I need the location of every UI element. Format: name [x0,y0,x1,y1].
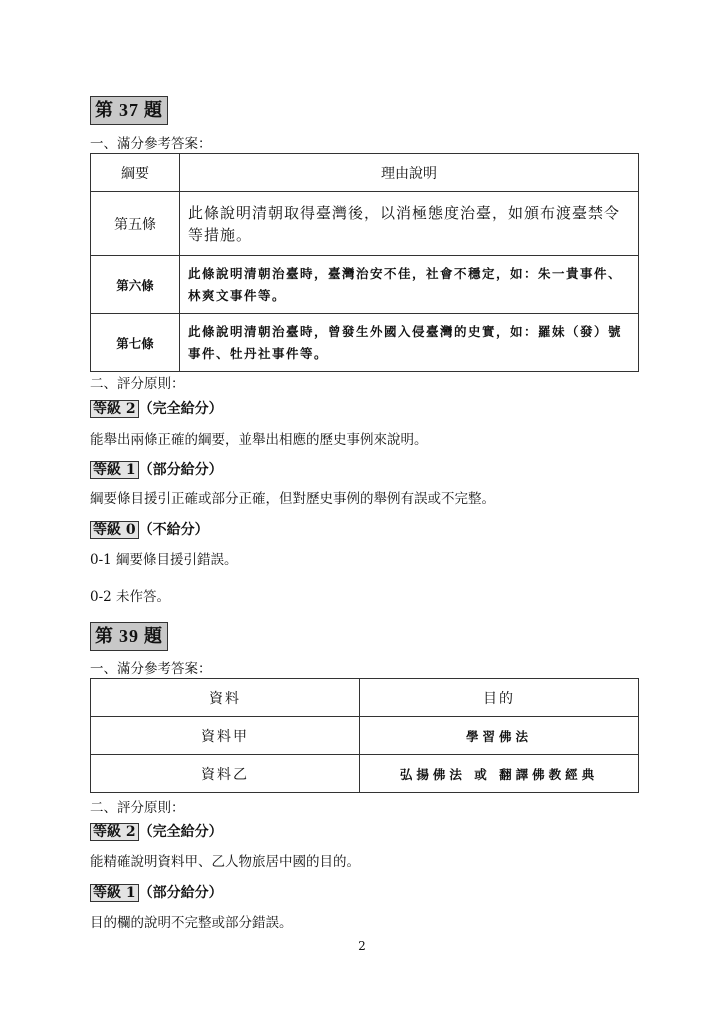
level-tag: 等級 0 [90,521,139,539]
level-note: （完全給分） [138,824,223,840]
table-row [91,717,639,755]
q39-level-2-text: 能精確說明資料甲、乙人物旅居中國的目的。 [90,854,360,870]
q37-level-2-text: 能舉出兩條正確的綱要，並舉出相應的歷史事例來說明。 [90,432,428,448]
row-label: 第五條 [91,192,180,256]
title-number: 37 [119,100,139,120]
q39-level-2-heading [90,822,223,842]
title-number: 39 [119,626,139,646]
row-label: 第七條 [91,314,180,372]
q37-level-1-text: 綱要條目援引正確或部分正確，但對歷史事例的舉例有誤或不完整。 [90,491,495,507]
level-note: （部分給分） [138,462,223,478]
level-tag: 等級 1 [90,884,139,902]
q37-section-answer: 一、滿分參考答案： [90,136,212,152]
row-label: 第六條 [91,256,180,314]
q39-level-1-text: 目的欄的說明不完整或部分錯誤。 [90,915,293,931]
title-prefix: 第 [95,626,114,647]
row-label: 資料甲 [91,717,360,755]
table-row [91,256,639,314]
header-reason: 理由說明 [180,154,639,192]
q37-level-2-heading [90,399,223,419]
table-row [91,192,639,256]
level-note: （不給分） [138,522,209,538]
level-note: （完全給分） [138,401,223,417]
row-text: 此條說明清朝取得臺灣後，以消極態度治臺，如頒布渡臺禁令等措施。 [180,192,639,256]
table-header-row [91,154,639,192]
table-row [91,314,639,372]
row-text: 弘揚佛法 或 翻譯佛教經典 [360,755,639,793]
table-header-row [91,679,639,717]
table-row [91,755,639,793]
title-suffix: 題 [144,626,163,647]
level-tag: 等級 2 [90,400,139,418]
row-text: 此條說明清朝治臺時，臺灣治安不佳，社會不穩定，如：朱一貴事件、林爽文事件等。 [180,256,639,314]
q39-section-scoring: 二、評分原則： [90,800,185,816]
header-purpose: 目的 [360,679,639,717]
q39-answer-table [90,678,639,793]
level-note: （部分給分） [138,885,223,901]
q37-section-scoring: 二、評分原則： [90,376,185,392]
row-label: 資料乙 [91,755,360,793]
row-text: 學習佛法 [360,717,639,755]
question-39-title [90,622,168,651]
header-data: 資料 [91,679,360,717]
level-tag: 等級 2 [90,823,139,841]
title-prefix: 第 [95,100,114,121]
question-37-title [90,96,168,125]
q37-level-0-text-2: 0-2 未作答。 [90,589,171,605]
q37-level-0-text-1: 0-1 綱要條目援引錯誤。 [90,552,238,568]
q37-level-0-heading [90,520,209,540]
title-suffix: 題 [144,100,163,121]
level-tag: 等級 1 [90,461,139,479]
q39-section-answer: 一、滿分參考答案： [90,661,212,677]
page-number: 2 [358,939,366,953]
header-outline: 綱要 [91,154,180,192]
q39-level-1-heading [90,883,223,903]
row-text: 此條說明清朝治臺時，曾發生外國入侵臺灣的史實，如：羅妹（發）號事件、牡丹社事件等。 [180,314,639,372]
q37-answer-table [90,153,639,372]
q37-level-1-heading [90,460,223,480]
